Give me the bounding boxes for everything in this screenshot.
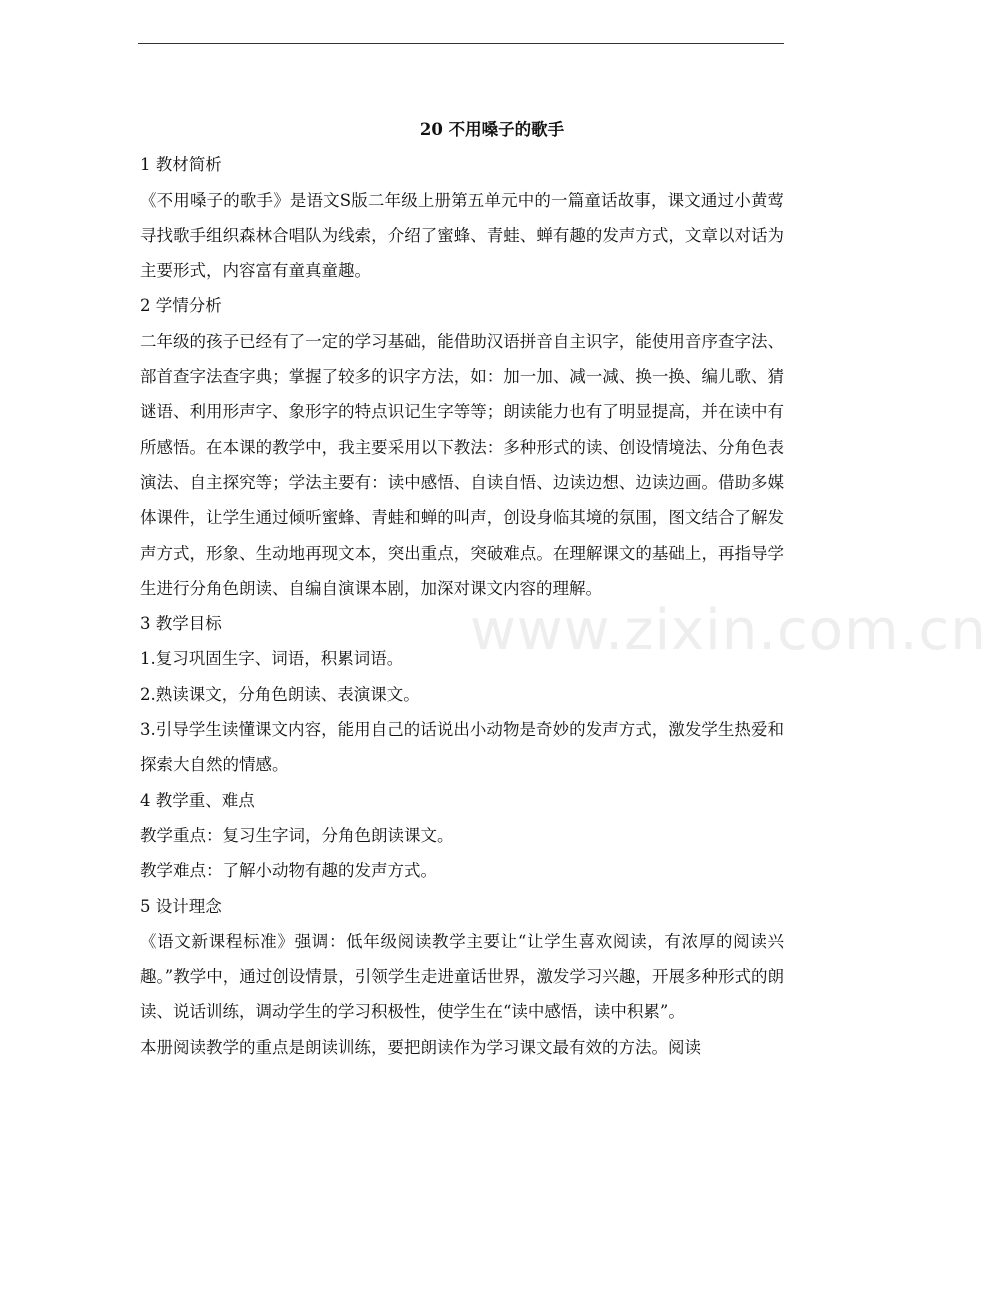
- document-title: 20 不用嗓子的歌手: [419, 120, 565, 139]
- paragraph: 本册阅读教学的重点是朗读训练，要把朗读作为学习课文最有效的方法。阅读: [140, 1037, 701, 1057]
- section-heading: 3 教学目标: [140, 614, 222, 634]
- document-body: [140, 112, 784, 1065]
- section-heading: 5 设计理念: [140, 896, 222, 916]
- list-item: 2.熟读课文，分角色朗读、表演课文。: [140, 684, 420, 704]
- list-item: 3.引导学生读懂课文内容，能用自己的话说出小动物是奇妙的发声方式，激发学生热爱和探索大自然的情感。: [140, 720, 784, 775]
- watermark: www.zixin.com.cn: [470, 598, 987, 663]
- section-heading: 1 教材简析: [140, 155, 222, 175]
- section-heading: 2 学情分析: [140, 296, 222, 316]
- section-heading: 4 教学重、难点: [140, 790, 255, 810]
- list-item: 教学难点：了解小动物有趣的发声方式。: [140, 861, 437, 881]
- list-item: 1.复习巩固生字、词语，积累词语。: [140, 649, 404, 669]
- header-rule: [138, 43, 784, 44]
- paragraph: 二年级的孩子已经有了一定的学习基础，能借助汉语拼音自主识字，能使用音序查字法、部首查字法查字典；掌握了较多的识字方法，如：加一加、减一减、换一换、编儿歌、猜谜语、利用形声字、象形字的特点识记生字等等；朗读能力也有了明显提高，并在读中有所感悟。在本课的教学中，我主要采用以下教法：多种形式的读、创设情境法、分角色表演法、自主探究等；学法主要有：读中感悟、自读自悟、边读边想、边读边画。借助多媒体课件，让学生通过倾听蜜蜂、青蛙和蝉的叫声，创设身临其境的氛围，图文结合了解发声方式，形象、生动地再现文本，突出重点，突破难点。在理解课文的基础上，再指导学生进行分角色朗读、自编自演课本剧，加深对课文内容的理解。: [140, 331, 784, 598]
- paragraph: 《不用嗓子的歌手》是语文S版二年级上册第五单元中的一篇童话故事，课文通过小黄莺寻找歌手组织森林合唱队为线索，介绍了蜜蜂、青蛙、蝉有趣的发声方式，文章以对话为主要形式，内容富有童真童趣。: [140, 190, 784, 281]
- list-item: 教学重点：复习生字词，分角色朗读课文。: [140, 825, 454, 845]
- paragraph: 《语文新课程标准》强调：低年级阅读教学主要让“让学生喜欢阅读，有浓厚的阅读兴趣。”教学中，通过创设情景，引领学生走进童话世界，激发学习兴趣，开展多种形式的朗读、说话训练，调动学生的学习积极性，使学生在“读中感悟，读中积累”。: [140, 931, 784, 1022]
